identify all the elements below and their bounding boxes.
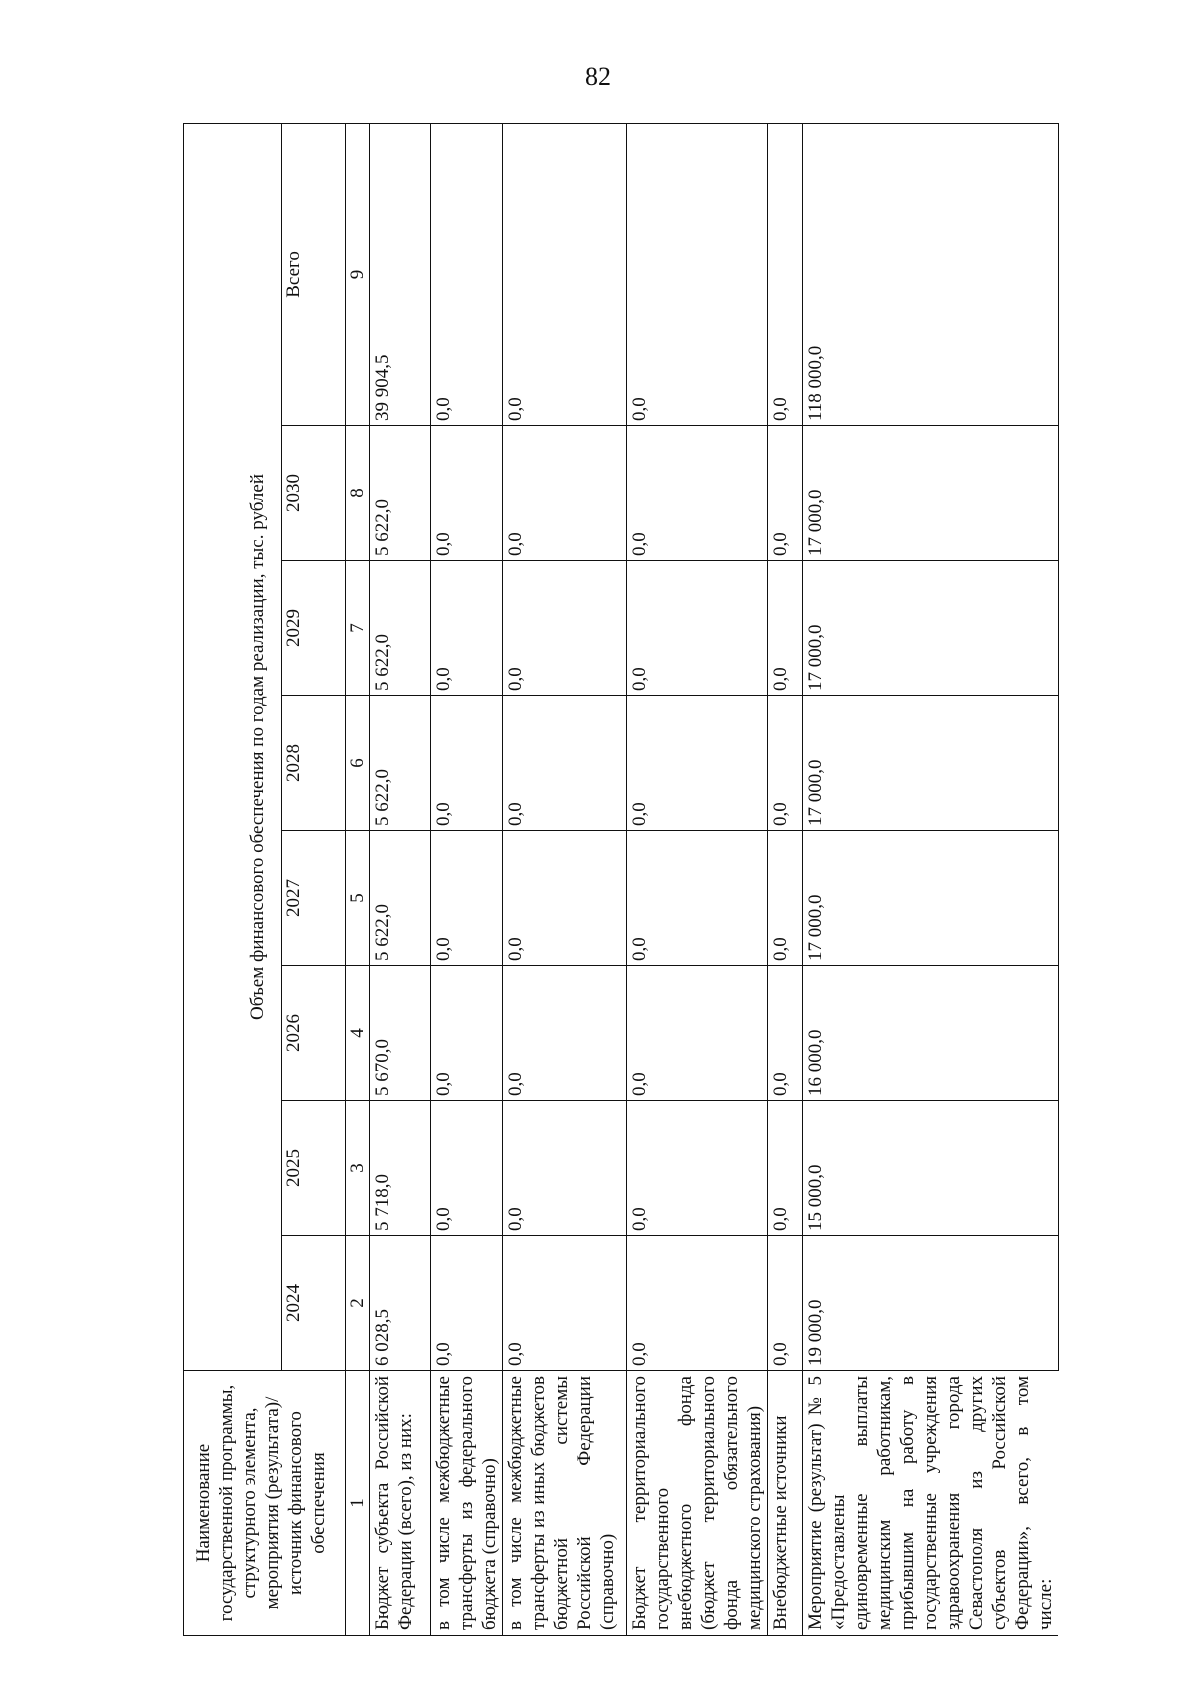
col-number: 7 <box>346 561 370 696</box>
cell-value: 5 622,0 <box>370 696 431 831</box>
col-number: 1 <box>346 1371 370 1636</box>
cell-value: 6 028,5 <box>370 1236 431 1371</box>
cell-value: 0,0 <box>431 966 503 1101</box>
cell-value: 0,0 <box>768 426 803 561</box>
table-row <box>627 123 768 1635</box>
cell-value: 0,0 <box>503 426 627 561</box>
cell-value: 0,0 <box>503 696 627 831</box>
row-label: Внебюджетные источники <box>768 1371 803 1636</box>
cell-value: 5 622,0 <box>370 426 431 561</box>
col-number: 4 <box>346 966 370 1101</box>
year-2027: 2027 <box>282 831 346 966</box>
cell-value: 0,0 <box>503 966 627 1101</box>
row-label: в том числе межбюджетные трансферты из федерального бюджета (справочно) <box>431 1371 503 1636</box>
table-row <box>503 123 627 1635</box>
cell-value-total: 118 000,0 <box>803 123 1059 425</box>
cell-value: 0,0 <box>768 831 803 966</box>
year-2029: 2029 <box>282 561 346 696</box>
cell-value: 0,0 <box>627 1236 768 1371</box>
cell-value: 0,0 <box>431 561 503 696</box>
cell-value: 0,0 <box>627 561 768 696</box>
cell-value: 0,0 <box>431 1236 503 1371</box>
table-row <box>803 123 1059 1635</box>
cell-value: 0,0 <box>431 426 503 561</box>
cell-value: 0,0 <box>627 1101 768 1236</box>
year-2026: 2026 <box>282 966 346 1101</box>
cell-value-total: 0,0 <box>431 123 503 425</box>
cell-value-total: 39 904,5 <box>370 123 431 425</box>
cell-value-total: 0,0 <box>627 123 768 425</box>
header-volume: Объем финансового обеспечения по годам реализации, тыс. рублей <box>184 123 282 1370</box>
cell-value: 0,0 <box>627 966 768 1101</box>
cell-value: 15 000,0 <box>803 1101 1059 1236</box>
cell-value: 0,0 <box>503 561 627 696</box>
cell-value: 17 000,0 <box>803 831 1059 966</box>
cell-value: 0,0 <box>627 696 768 831</box>
cell-value: 0,0 <box>503 831 627 966</box>
col-number: 9 <box>346 123 370 425</box>
year-total: Всего <box>282 123 346 425</box>
col-number: 3 <box>346 1101 370 1236</box>
row-label: Мероприятие (результат) № 5 «Предоставлены единовременные выплаты медицинским работникам, прибывшим на работу в государственные учреждения здравоохранения города Севастополя из других субъектов Российской Федерации», всего, в том числе: <box>803 1371 1059 1636</box>
year-2028: 2028 <box>282 696 346 831</box>
cell-value: 5 622,0 <box>370 831 431 966</box>
cell-value: 5 622,0 <box>370 561 431 696</box>
cell-value: 17 000,0 <box>803 696 1059 831</box>
cell-value: 0,0 <box>768 1101 803 1236</box>
year-2030: 2030 <box>282 426 346 561</box>
cell-value: 0,0 <box>431 1101 503 1236</box>
table-row <box>768 123 803 1635</box>
cell-value: 0,0 <box>768 696 803 831</box>
cell-value-total: 0,0 <box>503 123 627 425</box>
col-number: 2 <box>346 1236 370 1371</box>
cell-value: 0,0 <box>768 1236 803 1371</box>
row-label: в том числе межбюджетные трансферты из иных бюджетов бюджетной системы Российской Федерации (справочно) <box>503 1371 627 1636</box>
cell-value: 0,0 <box>431 831 503 966</box>
cell-value: 17 000,0 <box>803 561 1059 696</box>
cell-value: 5 718,0 <box>370 1101 431 1236</box>
cell-value: 0,0 <box>627 426 768 561</box>
cell-value: 0,0 <box>627 831 768 966</box>
cell-value: 19 000,0 <box>803 1236 1059 1371</box>
row-label: Бюджет субъекта Российской Федерации (всего), из них: <box>370 1371 431 1636</box>
page-number: 82 <box>585 62 611 91</box>
cell-value-total: 0,0 <box>768 123 803 425</box>
year-2025: 2025 <box>282 1101 346 1236</box>
cell-value: 0,0 <box>768 561 803 696</box>
col-number: 6 <box>346 696 370 831</box>
header-name: Наименование государственной программы, структурного элемента, мероприятия (результата)/источник финансового обеспечения <box>184 1371 346 1636</box>
cell-value: 17 000,0 <box>803 426 1059 561</box>
col-number: 5 <box>346 831 370 966</box>
column-numbers-row <box>346 123 370 1635</box>
finance-table-wrapper <box>183 124 1098 1636</box>
year-2024: 2024 <box>282 1236 346 1371</box>
cell-value: 16 000,0 <box>803 966 1059 1101</box>
finance-table <box>183 123 1059 1636</box>
cell-value: 0,0 <box>768 966 803 1101</box>
col-number: 8 <box>346 426 370 561</box>
cell-value: 0,0 <box>503 1101 627 1236</box>
cell-value: 5 670,0 <box>370 966 431 1101</box>
cell-value: 0,0 <box>503 1236 627 1371</box>
table-row <box>431 123 503 1635</box>
cell-value: 0,0 <box>431 696 503 831</box>
table-row <box>370 123 431 1635</box>
row-label: Бюджет территориального государственного внебюджетного фонда (бюджет территориального фонда обязательного медицинского страхования) <box>627 1371 768 1636</box>
